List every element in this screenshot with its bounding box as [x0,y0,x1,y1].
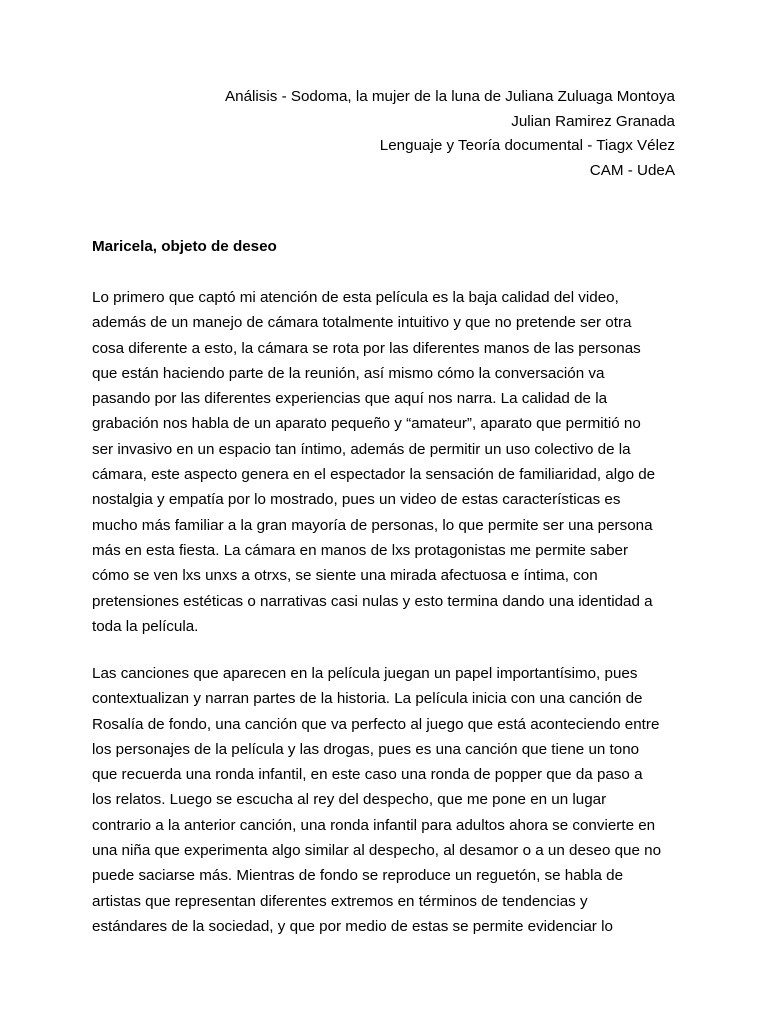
paragraph-line: cómo se ven lxs unxs a otrxs, se siente una mirada afectuosa e íntima, con [92,567,598,585]
header-line-title: Análisis - Sodoma, la mujer de la luna de Juliana Zuluaga Montoya [225,88,675,105]
paragraph-line: que están haciendo parte de la reunión, así mismo cómo la conversación va [92,364,605,382]
paragraph-line: Rosalía de fondo, una canción que va perfecto al juego que está aconteciendo entre [92,715,660,733]
paragraph-line: cámara, este aspecto genera en el espectador la sensación de familiaridad, algo de [92,466,656,484]
paragraph-line: más en esta fiesta. La cámara en manos de lxs protagonistas me permite saber [92,541,629,559]
paragraph-line: además de un manejo de cámara totalmente intuitivo y que no pretende ser otra [92,314,632,332]
paragraph-line: los relatos. Luego se escucha al rey del despecho, que me pone en un lugar [92,791,607,809]
document-header [92,85,675,183]
paragraph-line: pretensiones estéticas o narrativas casi nulas y esto termina dando una identidad a [92,592,653,610]
paragraph-line: artistas que representan diferentes extremos en términos de tendencias y [92,892,588,910]
paragraph-line: contextualizan y narran partes de la historia. La película inicia con una canción de [92,690,643,708]
paragraph-1 [92,285,692,639]
paragraph-line: toda la película. [92,617,199,635]
paragraph-2 [92,661,692,939]
paragraph-line: estándares de la sociedad, y que por medio de estas se permite evidenciar lo [92,917,613,935]
section-title: Maricela, objeto de deseo [92,238,277,255]
paragraph-line: mucho más familiar a la gran mayoría de personas, lo que permite ser una persona [92,516,653,534]
paragraph-line: nostalgia y empatía por lo mostrado, pues un video de estas características es [92,491,621,509]
header-line-author: Julian Ramirez Granada [511,112,675,130]
paragraph-line: los personajes de la película y las drogas, pues es una canción que tiene un tono [92,740,640,758]
paragraph-line: contrario a la anterior canción, una ronda infantil para adultos ahora se convierte en [92,816,656,834]
paragraph-line: cosa diferente a esto, la cámara se rota por las diferentes manos de las personas [92,339,641,357]
paragraph-line: puede saciarse más. Mientras de fondo se reproduce un reguetón, se habla de [92,867,624,885]
header-line-institution: CAM - UdeA [589,161,675,179]
paragraph-line: que recuerda una ronda infantil, en este caso una ronda de popper que da paso a [92,766,643,784]
paragraph-line: pasando por las diferentes experiencias que aquí nos narra. La calidad de la [92,390,608,408]
paragraph-line: Las canciones que aparecen en la película juegan un papel importantísimo, pues [92,665,638,682]
paragraph-line: ser invasivo en un espacio tan íntimo, además de permitir un uso colectivo de la [92,440,631,458]
paragraph-line: grabación nos habla de un aparato pequeño y “amateur”, aparato que permitió no [92,415,641,433]
header-line-course: Lenguaje y Teoría documental - Tiagx Vélez [379,137,675,154]
paragraph-line: Lo primero que captó mi atención de esta película es la baja calidad del video, [92,289,619,306]
paragraph-line: una niña que experimenta algo similar al despecho, al desamor o a un deseo que no [92,842,662,860]
